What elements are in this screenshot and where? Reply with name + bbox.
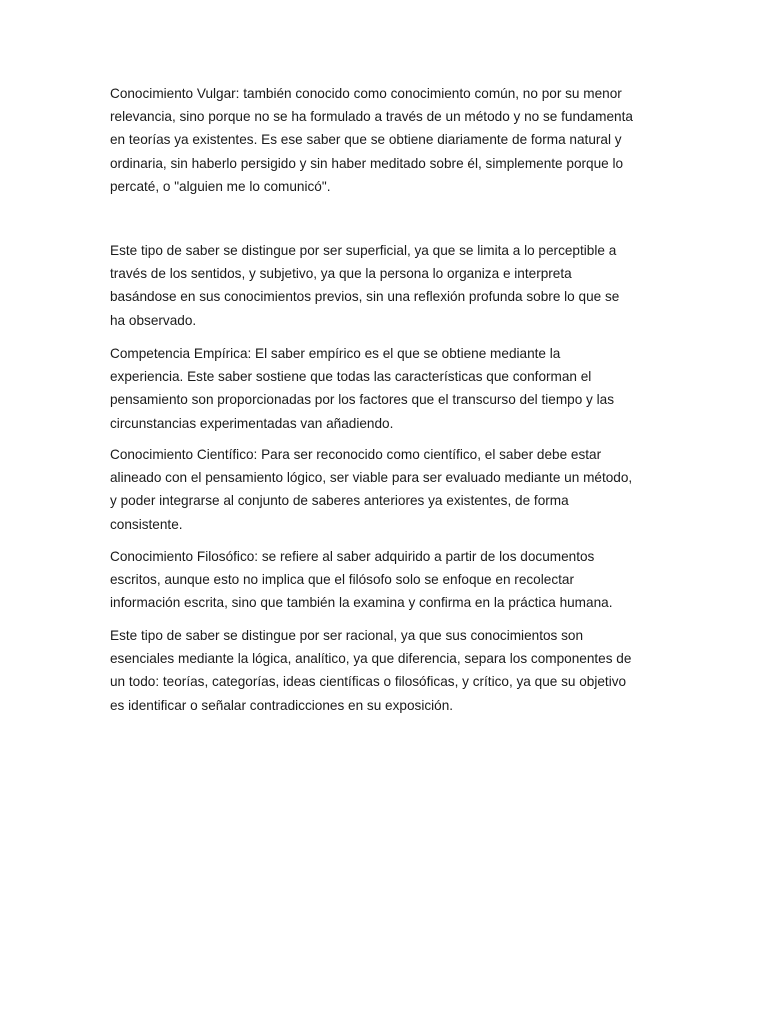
text-line: Este tipo de saber se distingue por ser racional, ya que sus conocimientos son xyxy=(110,628,584,643)
text-line: Conocimiento Vulgar: también conocido como conocimiento común, no por su menor xyxy=(110,86,622,101)
text-line: circunstancias experimentadas van añadiendo. xyxy=(110,415,394,431)
text-line: Competencia Empírica: El saber empírico es el que se obtiene mediante la xyxy=(110,346,561,361)
paragraph-saber-superficial xyxy=(110,239,662,332)
text-line: ordinaria, sin haberlo persigido y sin haber meditado sobre él, simplemente porque lo xyxy=(110,155,624,171)
text-line: Este tipo de saber se distingue por ser superficial, ya que se limita a lo perceptible a xyxy=(110,243,617,258)
text-line: Conocimiento Científico: Para ser reconocido como científico, el saber debe estar xyxy=(110,447,602,462)
text-line: información escrita, sino que también la examina y confirma en la práctica humana. xyxy=(110,595,613,611)
text-line: es identificar o señalar contradicciones en su exposición. xyxy=(110,697,454,713)
text-line: escritos, aunque esto no implica que el filósofo solo se enfoque en recolectar xyxy=(110,572,574,588)
paragraph-conocimiento-vulgar xyxy=(110,82,662,198)
text-line: un todo: teorías, categorías, ideas científicas o filosóficas, y crítico, ya que su objetivo xyxy=(110,674,627,690)
text-line: experiencia. Este saber sostiene que todas las características que conforman el xyxy=(110,369,592,385)
paragraph-conocimiento-filosofico xyxy=(110,545,662,615)
paragraph-conocimiento-cientifico xyxy=(110,443,662,536)
text-line: consistente. xyxy=(110,516,183,532)
paragraph-saber-racional xyxy=(110,624,662,717)
text-line: Conocimiento Filosófico: se refiere al saber adquirido a partir de los documentos xyxy=(110,549,595,564)
text-line: percaté, o "alguien me lo comunicó". xyxy=(110,178,331,194)
text-line: ha observado. xyxy=(110,312,197,328)
text-line: en teorías ya existentes. Es ese saber que se obtiene diariamente de forma natural y xyxy=(110,132,622,148)
text-line: esenciales mediante la lógica, analítico, ya que diferencia, separa los componentes de xyxy=(110,651,632,667)
text-line: pensamiento son proporcionadas por los factores que el transcurso del tiempo y las xyxy=(110,392,615,408)
text-line: y poder integrarse al conjunto de saberes anteriores ya existentes, de forma xyxy=(110,493,569,509)
text-line: alineado con el pensamiento lógico, ser viable para ser evaluado mediante un método, xyxy=(110,470,633,486)
text-line: través de los sentidos, y subjetivo, ya que la persona lo organiza e interpreta xyxy=(110,266,572,282)
text-line: relevancia, sino porque no se ha formulado a través de un método y no se fundamenta xyxy=(110,109,633,125)
paragraph-competencia-empirica xyxy=(110,342,662,435)
text-line: basándose en sus conocimientos previos, sin una reflexión profunda sobre lo que se xyxy=(110,289,620,305)
